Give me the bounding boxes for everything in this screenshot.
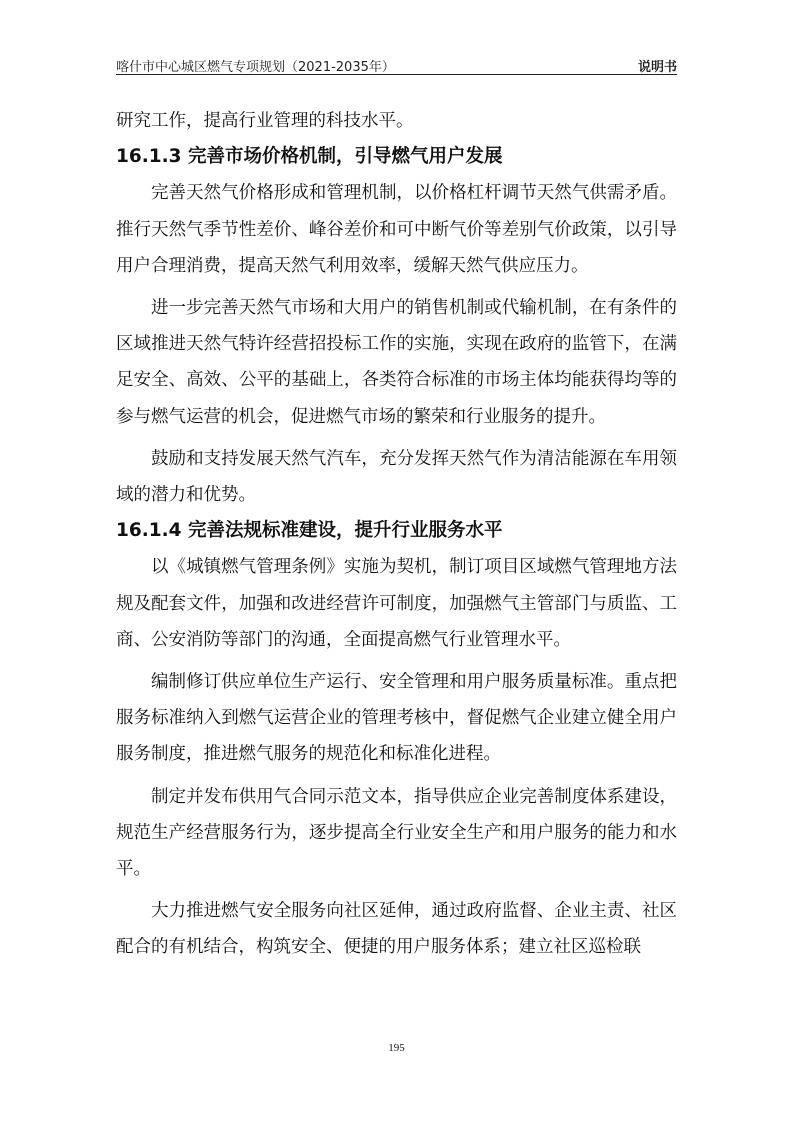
paragraph-service-standards: 编制修订供应单位生产运行、安全管理和用户服务质量标准。重点把服务标准纳入到燃气运营企业的管理考核中，督促燃气企业建立健全用户服务制度，推进燃气服务的规范化和标准化进程。 — [116, 672, 677, 765]
section-heading-16-1-3: 16.1.3 完善市场价格机制，引导燃气用户发展 — [116, 146, 503, 168]
paragraph-contract-template: 制定并发布供用气合同示范文本，指导供应企业完善制度体系建设，规范生产经营服务行为，逐步提高全行业安全生产和用户服务的能力和水平。 — [116, 786, 677, 880]
page-header — [116, 50, 677, 74]
paragraph-market-mechanism: 进一步完善天然气市场和大用户的销售机制或代输机制，在有条件的区域推进天然气特许经营招投标工作的实施，实现在政府的监管下，在满足安全、高效、公平的基础上，各类符合标准的市场主体均能获得均等的参与燃气运营的机会，促进燃气市场的繁荣和行业服务的提升。 — [116, 298, 677, 427]
paragraph-price-mechanism: 完善天然气价格形成和管理机制，以价格杠杆调节天然气供需矛盾。推行天然气季节性差价、峰谷差价和可中断气价等差别气价政策，以引导用户合理消费，提高天然气利用效率，缓解天然气供应压力。 — [116, 183, 677, 276]
document-body — [116, 103, 677, 966]
paragraph-natural-gas-vehicles: 鼓励和支持发展天然气汽车，充分发挥天然气作为清洁能源在车用领域的潜力和优势。 — [116, 448, 677, 506]
paragraph-regulations: 以《城镇燃气管理条例》实施为契机，制订项目区域燃气管理地方法规及配套文件，加强和改进经营许可制度，加强燃气主管部门与质监、工商、公安消防等部门的沟通，全面提高燃气行业管理水平。 — [116, 557, 677, 650]
document-title: 喀什市中心城区燃气专项规划（2021-2035年） — [116, 60, 395, 75]
paragraph-intro: 研究工作，提高行业管理的科技水平。 — [116, 111, 414, 131]
section-label: 说明书 — [637, 60, 677, 75]
page-number: 195 — [388, 1042, 405, 1054]
paragraph-community-service: 大力推进燃气安全服务向社区延伸，通过政府监督、企业主责、社区配合的有机结合，构筑安全、便捷的用户服务体系；建立社区巡检联 — [116, 901, 677, 958]
section-heading-16-1-4: 16.1.4 完善法规标准建设，提升行业服务水平 — [116, 520, 503, 542]
header-divider — [116, 74, 677, 75]
